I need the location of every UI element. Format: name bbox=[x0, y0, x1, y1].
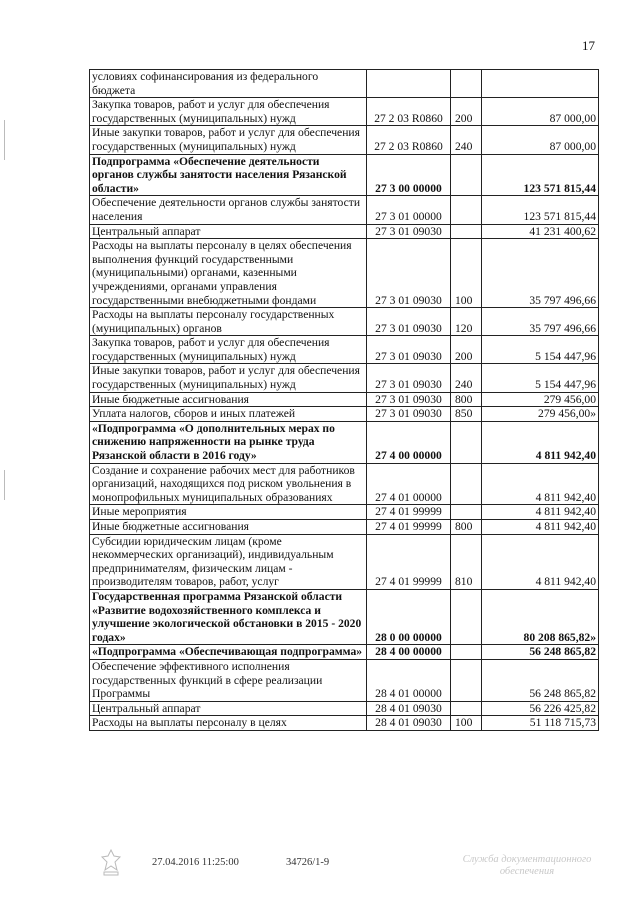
table-row bbox=[90, 154, 599, 196]
row-code: 27 4 01 99999 bbox=[367, 505, 451, 520]
watermark-stamp: Служба документационного обеспечения bbox=[462, 854, 592, 877]
row-name: Государственная программа Рязанской области «Развитие водохозяйственного комплекса и улучшение экологической обстановки в 2015 - 2020 годах» bbox=[90, 589, 367, 644]
table-row bbox=[90, 589, 599, 644]
row-sum: 5 154 447,96 bbox=[482, 336, 599, 364]
table-row bbox=[90, 520, 599, 535]
table-row bbox=[90, 701, 599, 716]
table-row bbox=[90, 716, 599, 731]
row-sum: 35 797 496,66 bbox=[482, 239, 599, 308]
budget-table-body bbox=[90, 70, 599, 731]
row-code: 27 3 01 09030 bbox=[367, 364, 451, 392]
row-name: Подпрограмма «Обеспечение деятельности органов службы занятости населения Рязанской области» bbox=[90, 154, 367, 196]
row-name: Обеспечение деятельности органов службы занятости населения bbox=[90, 196, 367, 224]
row-sum bbox=[482, 70, 599, 98]
row-kind: 200 bbox=[451, 336, 482, 364]
row-code: 28 0 00 00000 bbox=[367, 589, 451, 644]
row-name: Иные бюджетные ассигнования bbox=[90, 520, 367, 535]
row-kind: 240 bbox=[451, 126, 482, 154]
row-name: Создание и сохранение рабочих мест для работников организаций, находящихся под риском увольнения в монопрофильных муниципальных образованиях bbox=[90, 463, 367, 505]
row-kind bbox=[451, 505, 482, 520]
row-kind: 100 bbox=[451, 239, 482, 308]
row-sum: 80 208 865,82» bbox=[482, 589, 599, 644]
row-name: Иные закупки товаров, работ и услуг для обеспечения государственных (муниципальных) нужд bbox=[90, 126, 367, 154]
row-sum: 123 571 815,44 bbox=[482, 196, 599, 224]
row-kind bbox=[451, 154, 482, 196]
row-name: Расходы на выплаты персоналу государственных (муниципальных) органов bbox=[90, 308, 367, 336]
row-code: 28 4 01 00000 bbox=[367, 659, 451, 701]
row-name: Центральный аппарат bbox=[90, 701, 367, 716]
row-sum: 123 571 815,44 bbox=[482, 154, 599, 196]
row-code: 27 3 01 00000 bbox=[367, 196, 451, 224]
row-kind: 120 bbox=[451, 308, 482, 336]
row-code: 28 4 01 09030 bbox=[367, 716, 451, 731]
row-name: Центральный аппарат bbox=[90, 224, 367, 239]
row-kind: 240 bbox=[451, 364, 482, 392]
row-sum: 41 231 400,62 bbox=[482, 224, 599, 239]
table-row bbox=[90, 505, 599, 520]
row-name: «Подпрограмма «Обеспечивающая подпрограмма» bbox=[90, 645, 367, 660]
row-kind: 100 bbox=[451, 716, 482, 731]
row-kind: 200 bbox=[451, 98, 482, 126]
row-code: 27 3 01 09030 bbox=[367, 392, 451, 407]
table-row bbox=[90, 407, 599, 422]
row-name: «Подпрограмма «О дополнительных мерах по снижению напряженности на рынке труда Рязанской области в 2016 году» bbox=[90, 421, 367, 463]
row-name: Иные закупки товаров, работ и услуг для обеспечения государственных (муниципальных) нужд bbox=[90, 364, 367, 392]
row-kind: 810 bbox=[451, 534, 482, 589]
table-row bbox=[90, 308, 599, 336]
row-name: Закупка товаров, работ и услуг для обеспечения государственных (муниципальных) нужд bbox=[90, 336, 367, 364]
table-row bbox=[90, 364, 599, 392]
row-sum: 4 811 942,40 bbox=[482, 520, 599, 535]
table-row bbox=[90, 70, 599, 98]
row-sum: 5 154 447,96 bbox=[482, 364, 599, 392]
table-row bbox=[90, 659, 599, 701]
row-name: Закупка товаров, работ и услуг для обеспечения государственных (муниципальных) нужд bbox=[90, 98, 367, 126]
row-kind bbox=[451, 645, 482, 660]
table-row bbox=[90, 196, 599, 224]
row-kind bbox=[451, 196, 482, 224]
table-row bbox=[90, 224, 599, 239]
budget-table bbox=[89, 69, 599, 731]
row-code: 27 3 01 09030 bbox=[367, 407, 451, 422]
row-code: 27 3 01 09030 bbox=[367, 308, 451, 336]
row-code: 28 4 01 09030 bbox=[367, 701, 451, 716]
row-code: 27 3 01 09030 bbox=[367, 224, 451, 239]
page-number: 17 bbox=[582, 38, 595, 53]
row-sum: 56 248 865,82 bbox=[482, 645, 599, 660]
row-sum: 279 456,00» bbox=[482, 407, 599, 422]
row-kind: 850 bbox=[451, 407, 482, 422]
row-kind bbox=[451, 659, 482, 701]
table-row bbox=[90, 534, 599, 589]
row-code: 27 2 03 R0860 bbox=[367, 98, 451, 126]
row-kind bbox=[451, 224, 482, 239]
table-row bbox=[90, 98, 599, 126]
row-code: 27 4 01 99999 bbox=[367, 520, 451, 535]
scan-margin-mark bbox=[4, 120, 5, 160]
row-kind bbox=[451, 70, 482, 98]
table-row bbox=[90, 239, 599, 308]
row-sum: 4 811 942,40 bbox=[482, 505, 599, 520]
row-code bbox=[367, 70, 451, 98]
row-code: 27 4 01 00000 bbox=[367, 463, 451, 505]
table-row bbox=[90, 463, 599, 505]
footer-datetime: 27.04.2016 11:25:00 bbox=[152, 857, 239, 868]
row-name: Расходы на выплаты персоналу в целях bbox=[90, 716, 367, 731]
row-kind bbox=[451, 463, 482, 505]
row-name: Субсидии юридическим лицам (кроме некоммерческих организаций), индивидуальным предпринимателям, физическим лицам - производителям товаров, работ, услуг bbox=[90, 534, 367, 589]
row-kind bbox=[451, 421, 482, 463]
row-kind: 800 bbox=[451, 520, 482, 535]
row-kind bbox=[451, 589, 482, 644]
row-kind bbox=[451, 701, 482, 716]
row-kind: 800 bbox=[451, 392, 482, 407]
row-code: 27 4 01 99999 bbox=[367, 534, 451, 589]
row-name: Обеспечение эффективного исполнения государственных функций в сфере реализации Программы bbox=[90, 659, 367, 701]
row-sum: 279 456,00 bbox=[482, 392, 599, 407]
row-name: Иные бюджетные ассигнования bbox=[90, 392, 367, 407]
row-name: Иные мероприятия bbox=[90, 505, 367, 520]
row-code: 27 3 01 09030 bbox=[367, 336, 451, 364]
emblem-icon bbox=[98, 848, 124, 878]
row-sum: 4 811 942,40 bbox=[482, 463, 599, 505]
row-sum: 56 248 865,82 bbox=[482, 659, 599, 701]
table-row bbox=[90, 645, 599, 660]
row-name: Уплата налогов, сборов и иных платежей bbox=[90, 407, 367, 422]
table-row bbox=[90, 126, 599, 154]
table-row bbox=[90, 421, 599, 463]
table-row bbox=[90, 336, 599, 364]
scan-margin-mark bbox=[4, 470, 5, 500]
row-code: 27 2 03 R0860 bbox=[367, 126, 451, 154]
row-sum: 4 811 942,40 bbox=[482, 534, 599, 589]
row-name: Расходы на выплаты персоналу в целях обеспечения выполнения функций государственными (муниципальными) органами, казенными учреждениями, органами управления государственными внебюджетными фондами bbox=[90, 239, 367, 308]
row-name: условиях софинансирования из федерального бюджета bbox=[90, 70, 367, 98]
row-sum: 87 000,00 bbox=[482, 98, 599, 126]
table-row bbox=[90, 392, 599, 407]
row-sum: 4 811 942,40 bbox=[482, 421, 599, 463]
row-code: 27 4 00 00000 bbox=[367, 421, 451, 463]
row-code: 27 3 00 00000 bbox=[367, 154, 451, 196]
row-sum: 35 797 496,66 bbox=[482, 308, 599, 336]
row-code: 27 3 01 09030 bbox=[367, 239, 451, 308]
row-sum: 56 226 425,82 bbox=[482, 701, 599, 716]
row-sum: 51 118 715,73 bbox=[482, 716, 599, 731]
row-sum: 87 000,00 bbox=[482, 126, 599, 154]
footer-doc-number: 34726/1-9 bbox=[286, 857, 330, 868]
row-code: 28 4 00 00000 bbox=[367, 645, 451, 660]
